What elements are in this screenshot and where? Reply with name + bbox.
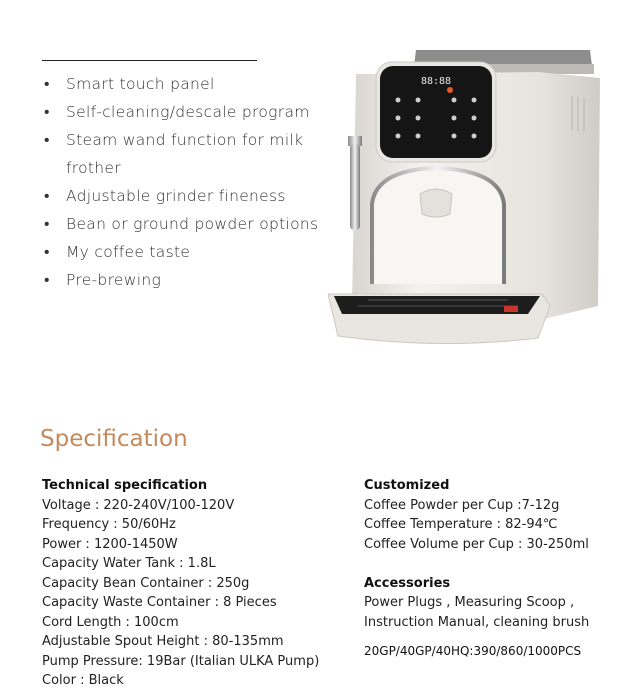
coffee-spout (420, 189, 452, 217)
feature-item: • Bean or ground powder options (44, 215, 319, 233)
brew-arch (372, 168, 504, 284)
customized-row: Coffee Temperature : 82-94℃ (364, 517, 558, 532)
accessories-row: Power Plugs , Measuring Scoop , (364, 595, 575, 610)
accessories-row: Instruction Manual, cleaning brush (364, 614, 590, 630)
feature-item: • Pre-brewing (44, 271, 162, 289)
spec-row: Capacity Water Tank : 1.8L (42, 556, 216, 571)
spec-row: Capacity Bean Container : 250g (42, 575, 250, 591)
customized-heading: Customized (364, 478, 450, 493)
machine-side-panel (538, 72, 600, 320)
feature-item: • Steam wand function for milk frother (44, 131, 304, 177)
accessories-heading: Accessories (364, 575, 451, 591)
spec-row: Color : Black (42, 673, 124, 688)
spec-row: Voltage : 220-240V/100-120V (42, 497, 235, 513)
spec-row: Pump Pressure: 19Bar (Italian ULKA Pump) (42, 653, 320, 669)
spec-row: Frequency : 50/60Hz (42, 517, 176, 532)
specification-title: Specification (40, 426, 188, 452)
customized-block (364, 476, 634, 662)
container-load-quantity: 20GP/40GP/40HQ:390/860/1000PCS (364, 644, 582, 658)
heading-divider (42, 60, 257, 61)
steam-wand (350, 144, 360, 230)
panel-display: 88:88 (420, 76, 452, 87)
customized-row: Coffee Volume per Cup : 30-250ml (364, 536, 589, 552)
feature-item: • Self-cleaning/descale program (44, 103, 310, 121)
spec-row: Cord Length : 100cm (42, 614, 179, 630)
feature-item: • Adjustable grinder fineness (44, 187, 286, 205)
feature-item: • My coffee taste (44, 243, 191, 261)
feature-list (40, 70, 340, 294)
spec-row: Adjustable Spout Height : 80-135mm (42, 634, 284, 649)
coffee-machine-image (328, 44, 628, 350)
customized-row: Coffee Powder per Cup :7-12g (364, 497, 560, 513)
spec-row: Capacity Waste Container : 8 Pieces (42, 595, 277, 610)
faded-heading (42, 22, 257, 62)
technical-specification-block (42, 476, 362, 691)
feature-item: • Smart touch panel (44, 75, 215, 93)
spec-row: Power : 1200-1450W (42, 536, 178, 552)
technical-spec-heading: Technical specification (42, 478, 208, 493)
